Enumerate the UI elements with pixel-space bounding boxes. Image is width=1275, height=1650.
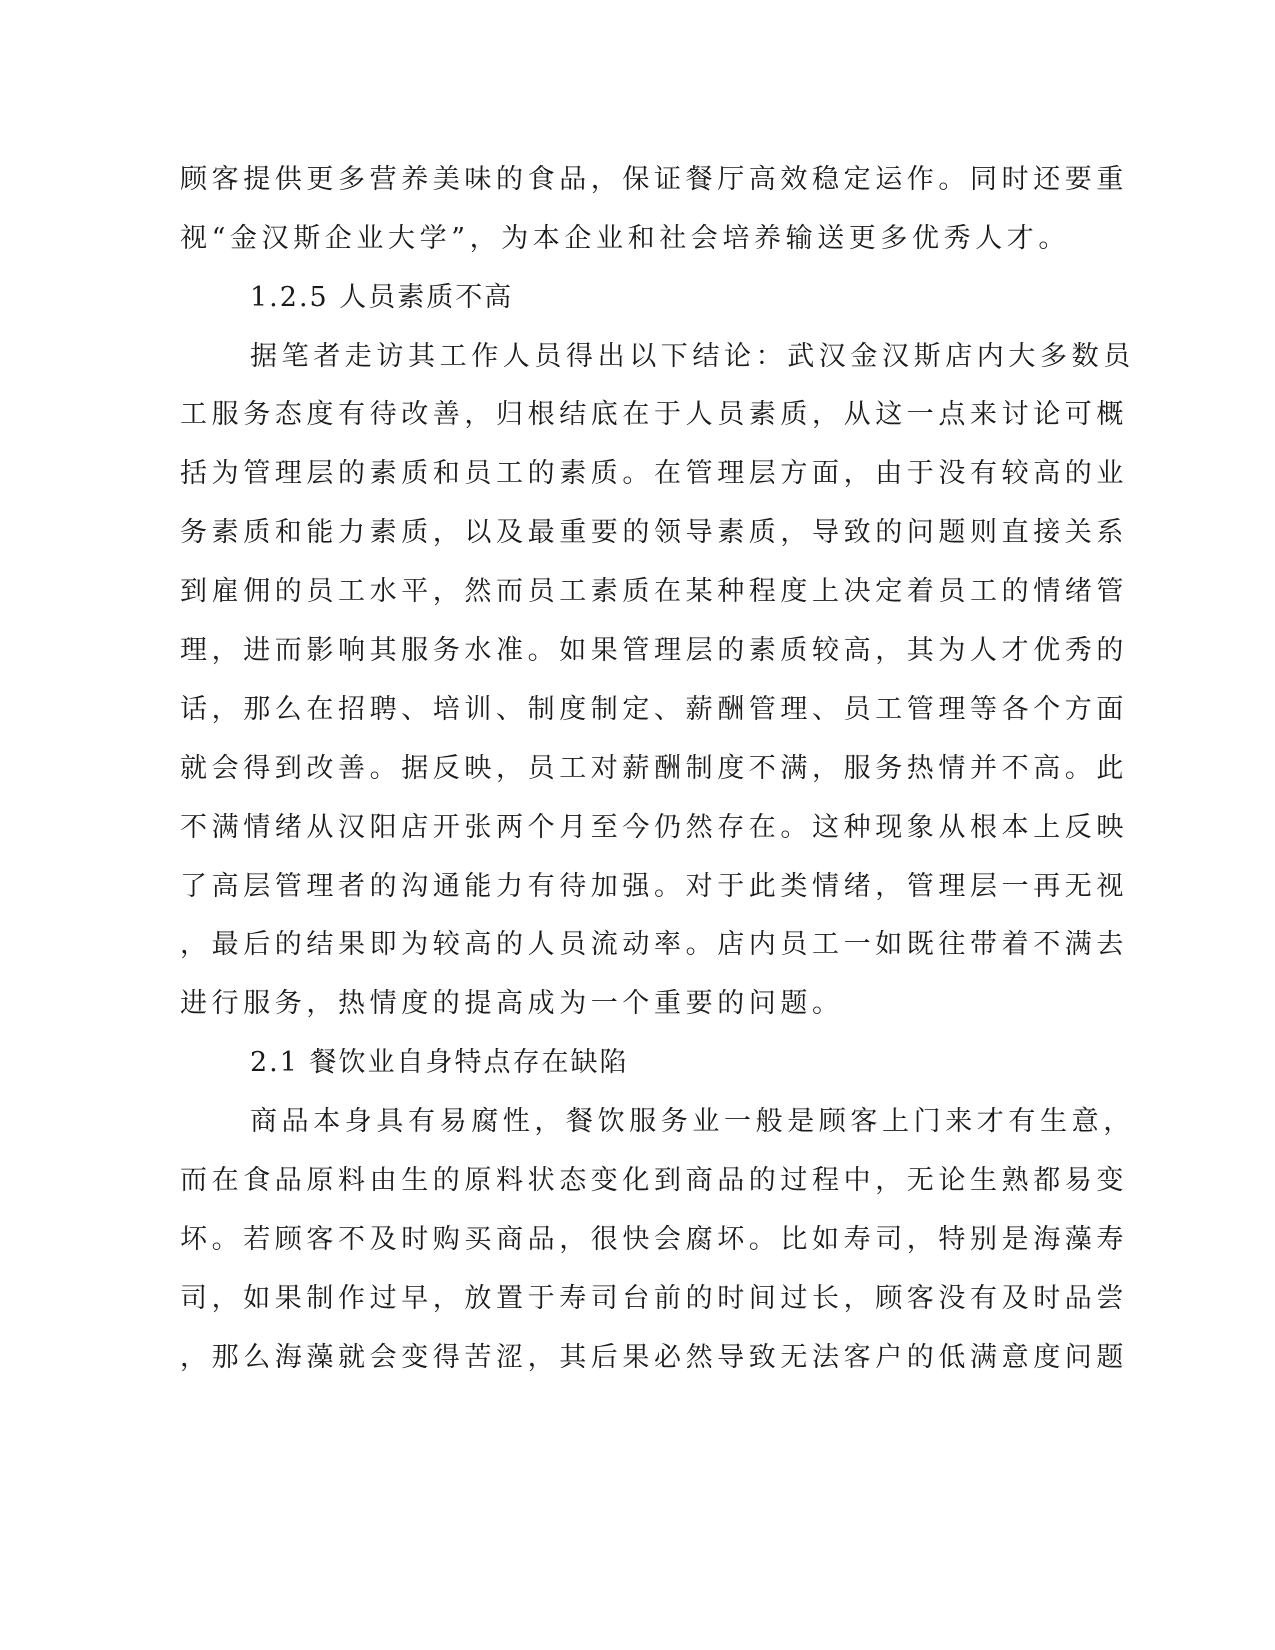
paragraph-line: 括为管理层的素质和员工的素质。在管理层方面，由于没有较高的业 [180, 458, 1128, 489]
paragraph-line: 话，那么在招聘、培训、制度制定、薪酬管理、员工管理等各个方面 [180, 694, 1128, 725]
section-heading: 1.2.5 人员素质不高 [250, 282, 514, 313]
paragraph-line: 司，如果制作过早，放置于寿司台前的时间过长，顾客没有及时品尝 [180, 1283, 1128, 1314]
paragraph-line: 到雇佣的员工水平，然而员工素质在某种程度上决定着员工的情绪管 [180, 576, 1128, 607]
paragraph-line: 顾客提供更多营养美味的食品，保证餐厅高效稳定运作。同时还要重 [180, 164, 1128, 195]
paragraph-line: ，那么海藻就会变得苦涩，其后果必然导致无法客户的低满意度问题 [180, 1342, 1128, 1373]
paragraph-line: 商品本身具有易腐性，餐饮服务业一般是顾客上门来才有生意， [250, 1106, 1135, 1137]
paragraph-line: 视“金汉斯企业大学”，为本企业和社会培养输送更多优秀人才。 [180, 223, 1071, 254]
paragraph-line: 不满情绪从汉阳店开张两个月至今仍然存在。这种现象从根本上反映 [180, 812, 1128, 843]
paragraph-line: ，最后的结果即为较高的人员流动率。店内员工一如既往带着不满去 [180, 929, 1128, 960]
paragraph-line: 坏。若顾客不及时购买商品，很快会腐坏。比如寿司，特别是海藻寿 [180, 1224, 1128, 1255]
paragraph-line: 了高层管理者的沟通能力有待加强。对于此类情绪，管理层一再无视 [180, 871, 1128, 902]
section-heading: 2.1 餐饮业自身特点存在缺陷 [250, 1047, 629, 1078]
paragraph-line: 就会得到改善。据反映，员工对薪酬制度不满，服务热情并不高。此 [180, 753, 1128, 784]
paragraph-line: 进行服务，热情度的提高成为一个重要的问题。 [180, 988, 844, 1019]
paragraph-line: 工服务态度有待改善，归根结底在于人员素质，从这一点来讨论可概 [180, 399, 1128, 430]
paragraph-line: 据笔者走访其工作人员得出以下结论：武汉金汉斯店内大多数员 [250, 341, 1135, 372]
paragraph-line: 理，进而影响其服务水准。如果管理层的素质较高，其为人才优秀的 [180, 635, 1128, 666]
paragraph-line: 而在食品原料由生的原料状态变化到商品的过程中，无论生熟都易变 [180, 1165, 1128, 1196]
paragraph-line: 务素质和能力素质，以及最重要的领导素质，导致的问题则直接关系 [180, 517, 1128, 548]
